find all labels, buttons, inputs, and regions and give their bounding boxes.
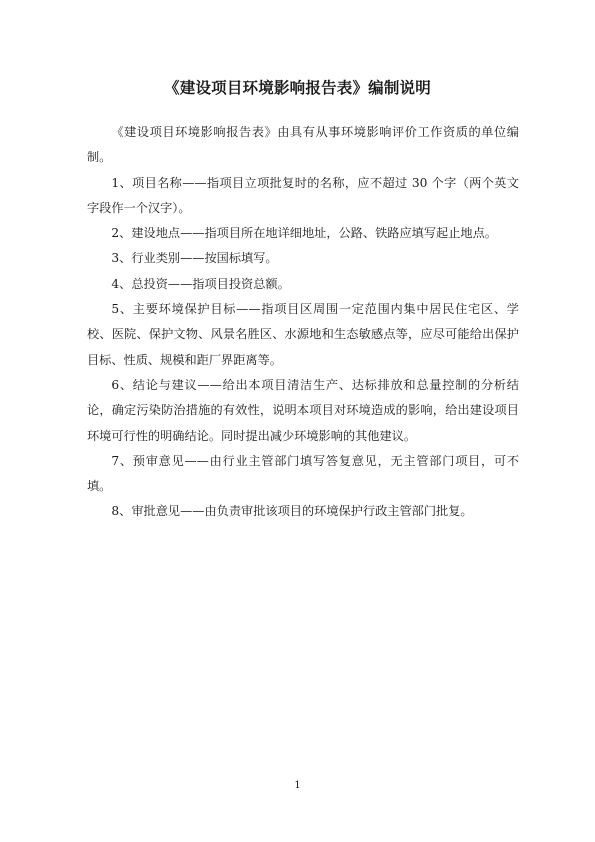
paragraph-item-3: 3、行业类别——按国标填写。 — [111, 251, 278, 266]
paragraph-intro: 《建设项目环境影响报告表》由具有从事环境影响评价工作资质的单位编制。 — [87, 125, 519, 165]
paragraph-item-5: 5、主要环境保护目标——指项目区周围一定范围内集中居民住宅区、学校、医院、保护文物、风景名胜区、水源地和生态敏感点等，应尽可能给出保护目标、性质、规模和距厂界距离等。 — [87, 302, 519, 367]
paragraph-item-2: 2、建设地点——指项目所在地详细地址，公路、铁路应填写起止地点。 — [111, 226, 497, 241]
paragraph-item-7: 7、预审意见——由行业主管部门填写答复意见，无主管部门项目，可不填。 — [87, 453, 519, 494]
page-number: 1 — [294, 780, 301, 791]
document-title: 《建设项目环境影响报告表》编制说明 — [164, 78, 431, 97]
paragraph-item-1: 1、项目名称——指项目立项批复时的名称，应不超过 30 个字（两个英文字段作一个汉字）。 — [87, 175, 519, 215]
paragraph-item-6: 6、结论与建议——给出本项目清洁生产、达标排放和总量控制的分析结论，确定污染防治措施的有效性，说明本项目对环境造成的影响，给出建设项目环境可行性的明确结论。同时提出减少环境影响的其他建议。 — [87, 377, 519, 443]
document-body — [87, 120, 519, 525]
paragraph-item-8: 8、审批意见——由负责审批该项目的环境保护行政主管部门批复。 — [111, 504, 473, 519]
paragraph-item-4: 4、总投资——指项目投资总额。 — [111, 276, 290, 291]
